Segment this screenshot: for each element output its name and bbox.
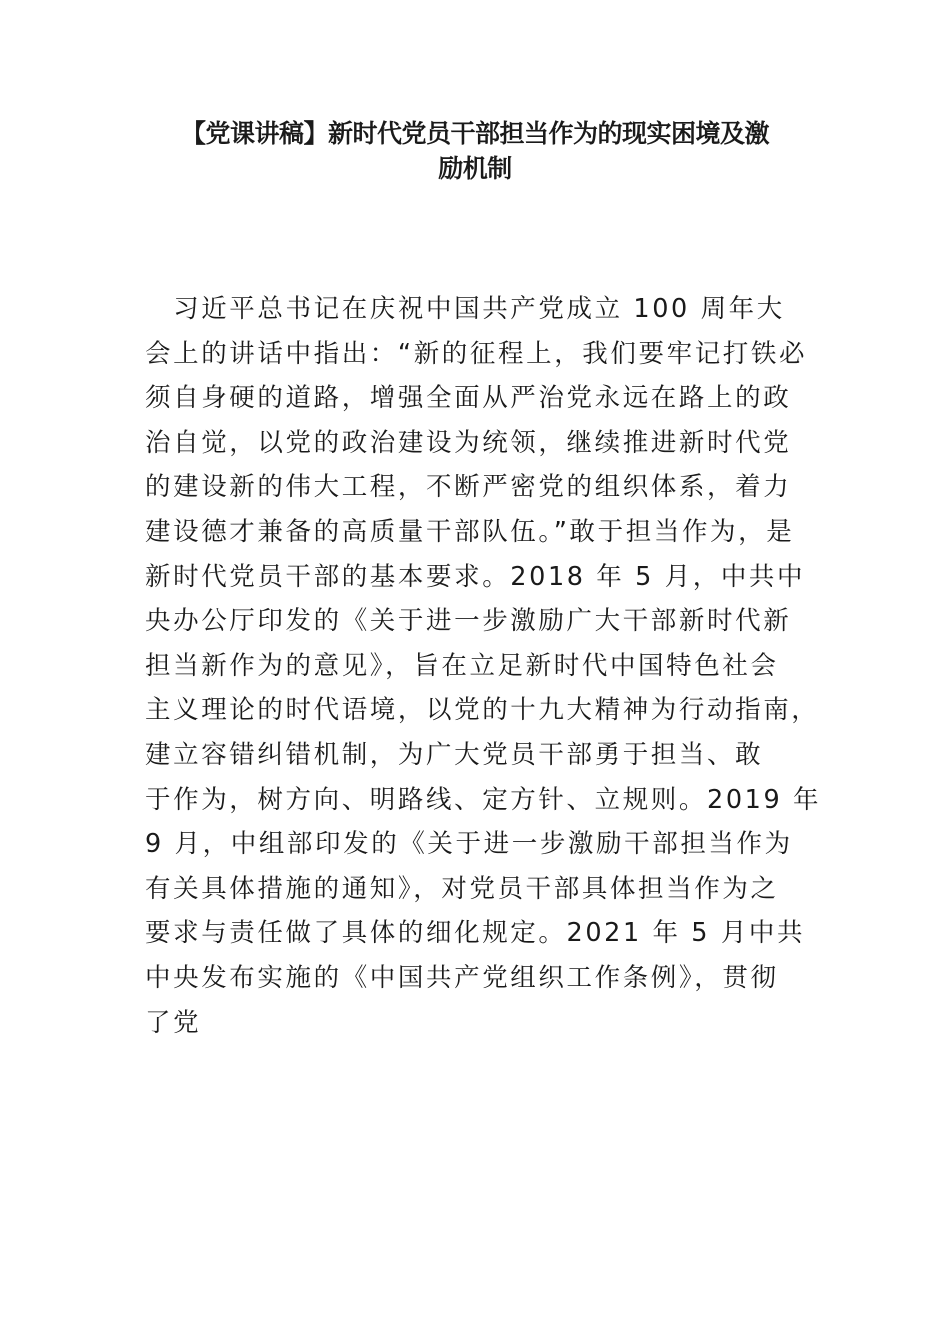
title-line: 【党课讲稿】新时代党员干部担当作为的现实困境及激 [180, 119, 769, 148]
document-title [140, 116, 810, 186]
body-line: 的建设新的伟大工程，不断严密党的组织体系，着力 [145, 472, 792, 503]
body-line: 主义理论的时代语境，以党的十九大精神为行动指南， [145, 695, 820, 726]
body-line: 中央发布实施的《中国共产党组织工作条例》，贯彻 [145, 962, 779, 993]
body-line: 于作为，树方向、明路线、定方针、立规则。2019 年 [145, 784, 822, 815]
body-line: 要求与责任做了具体的细化规定。2021 年 5 月中共 [145, 918, 806, 949]
body-line: 治自觉，以党的政治建设为统领，继续推进新时代党 [145, 427, 792, 458]
body-line: 有关具体措施的通知》，对党员干部具体担当作为之 [145, 873, 779, 904]
body-line: 建立容错纠错机制，为广大党员干部勇于担当、敢 [145, 739, 764, 770]
body-line: 新时代党员干部的基本要求。2018 年 5 月，中共中 [145, 561, 806, 592]
body-line: 建设德才兼备的高质量干部队伍。”敢于担当作为，是 [145, 516, 795, 547]
body-line: 习近平总书记在庆祝中国共产党成立 100 周年大 [145, 294, 785, 324]
body-line: 央办公厅印发的《关于进一步激励广大干部新时代新 [145, 606, 792, 637]
body-line: 须自身硬的道路，增强全面从严治党永远在路上的政 [145, 383, 792, 414]
body-line: 了党 [145, 1007, 202, 1038]
title-line: 励机制 [438, 154, 512, 183]
body-line: 担当新作为的意见》，旨在立足新时代中国特色社会 [145, 650, 779, 681]
body-line: 会上的讲话中指出：“新的征程上，我们要牢记打铁必 [145, 338, 808, 369]
body-line: 9 月，中组部印发的《关于进一步激励干部担当作为 [145, 829, 793, 860]
body-paragraph [145, 287, 825, 1045]
